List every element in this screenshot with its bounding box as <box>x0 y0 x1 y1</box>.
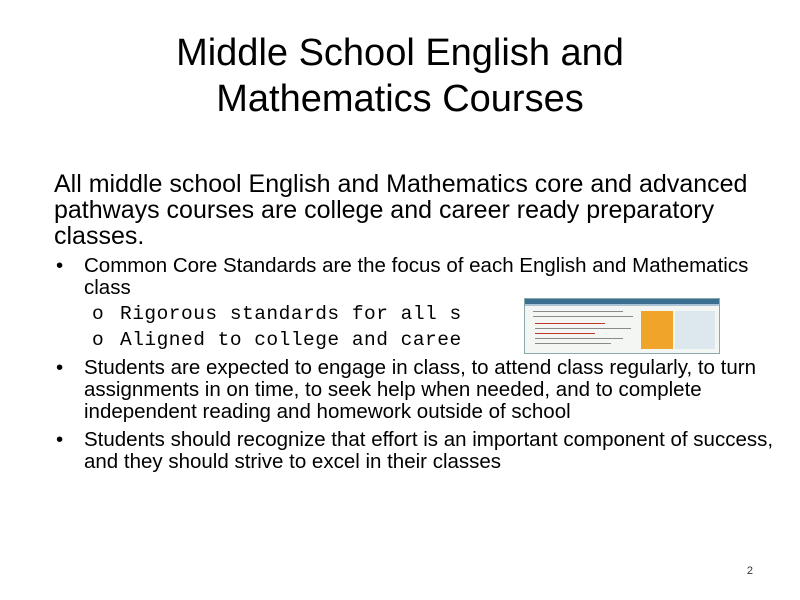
page-number: 2 <box>746 565 753 577</box>
bullet-marker: • <box>56 254 64 277</box>
title-line-2: Mathematics Courses <box>216 78 584 120</box>
bullet-item <box>54 357 774 423</box>
bullet-item <box>54 429 774 473</box>
thumbnail-text-line <box>535 343 611 344</box>
sub-bullet-marker: o <box>92 303 105 325</box>
bullet-text: Common Core Standards are the focus of each English and Mathematics class <box>84 254 749 299</box>
webpage-screenshot-thumbnail <box>524 298 720 354</box>
thumbnail-link-line <box>535 333 595 334</box>
title-line-1: Middle School English and <box>176 32 624 74</box>
intro-paragraph: All middle school English and Mathematics core and advanced pathways courses are college and career ready preparatory classes. <box>54 170 748 250</box>
thumbnail-nav-bar <box>525 304 719 306</box>
sub-bullet-marker: o <box>92 329 105 351</box>
thumbnail-orange-panel <box>641 311 673 349</box>
bullet-text: Students should recognize that effort is an important component of success, and they should strive to excel in their classes <box>84 428 774 473</box>
bullet-marker: • <box>56 356 64 379</box>
thumbnail-text-line <box>533 311 623 312</box>
bullet-text: Students are expected to engage in class, to attend class regularly, to turn assignments in on time, to seek help when needed, and to complete independent reading and homework outside of school <box>84 356 756 423</box>
bullet-marker: • <box>56 428 64 451</box>
thumbnail-text-line <box>535 328 631 329</box>
bullet-list <box>54 255 774 473</box>
sub-bullet-text: Rigorous standards for all s <box>120 303 462 325</box>
slide-title <box>60 30 740 122</box>
thumbnail-sidebar <box>675 311 715 349</box>
sub-bullet-text: Aligned to college and caree <box>120 329 462 351</box>
thumbnail-link-line <box>535 323 605 324</box>
thumbnail-text-line <box>535 338 623 339</box>
thumbnail-text-line <box>533 316 633 317</box>
